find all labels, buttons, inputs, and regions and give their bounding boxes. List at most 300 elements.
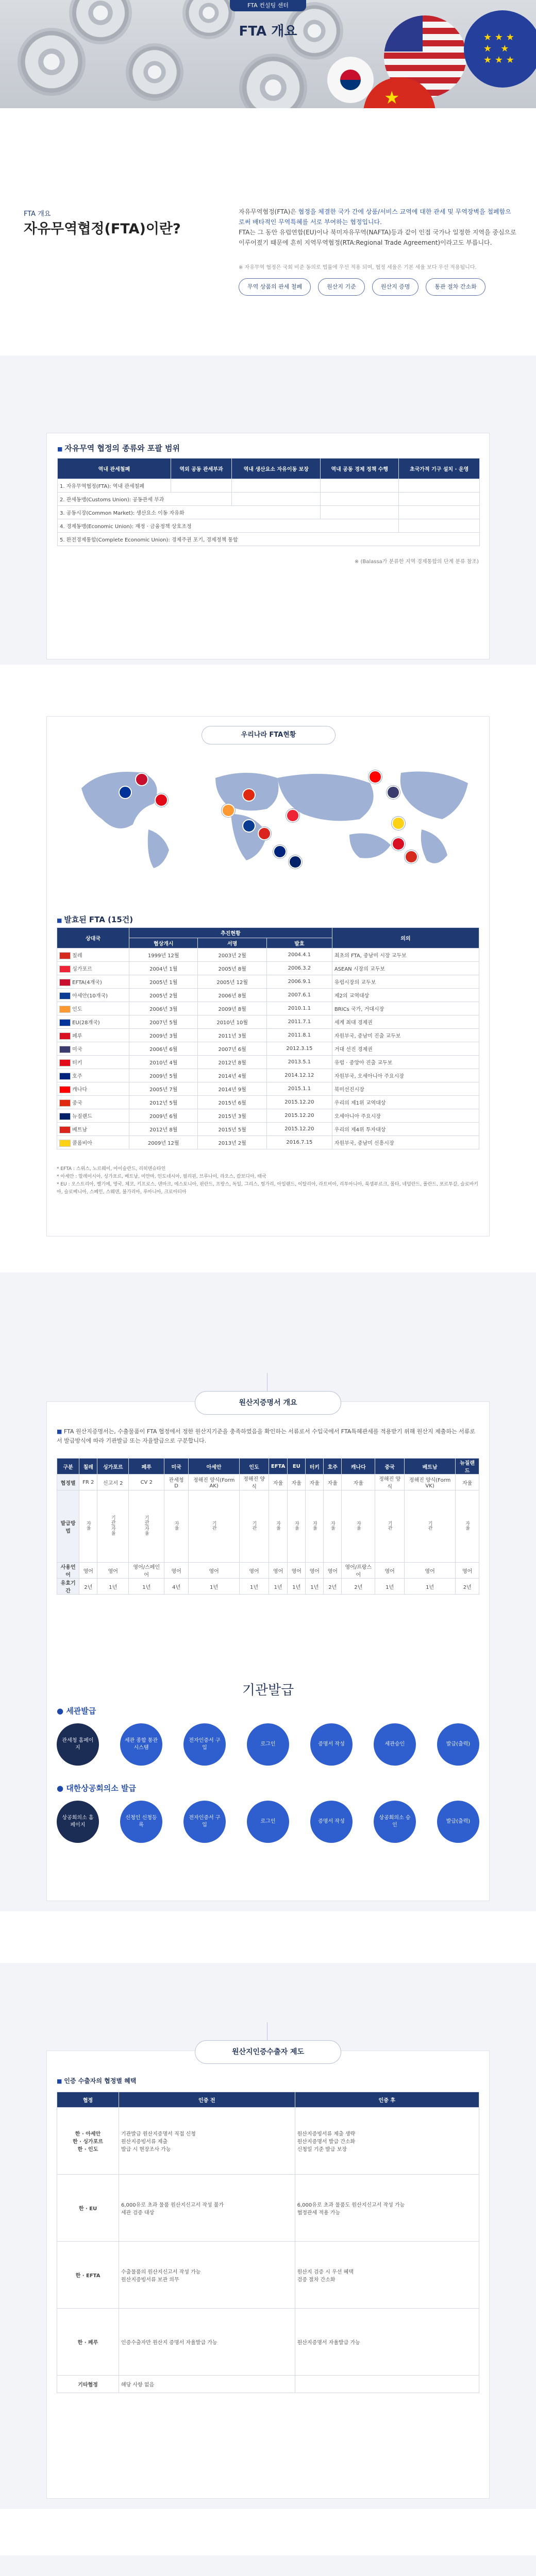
table-header: 중국 bbox=[375, 1459, 405, 1475]
footnote: * EU : 오스트리아, 벨기에, 영국, 체코, 키프로스, 덴마크, 에스토니아, 핀란드, 프랑스, 독일, 그리스, 헝가리, 아일랜드, 이탈리아, 라트비아, 리투아니아, 룩셈부르크, 몰타, 네덜란드, 폴란드, 포르투갈, 슬로바키아, 슬로베니아, 스페인, 스웨덴, 불가리아, 루마니아, 크로아티아 bbox=[57, 1182, 478, 1195]
table-cell: 1년 bbox=[240, 1579, 269, 1595]
table-header: 역내 관세철폐 bbox=[58, 459, 171, 479]
start-cell: 2006년 3월 bbox=[129, 1002, 198, 1015]
note-cell: 자원부국, 오세아니아 주요시장 bbox=[332, 1069, 479, 1082]
table-row: 5. 완전경제통합(Complete Economic Union): 경제주권 포기, 경제정책 통합 bbox=[58, 533, 480, 546]
table-row bbox=[57, 2242, 479, 2309]
sign-cell: 2015년 6월 bbox=[198, 1096, 266, 1109]
start-cell: 2006년 6월 bbox=[129, 1042, 198, 1056]
table-header: 발효 bbox=[266, 938, 332, 948]
customs-label: ● 세관발급 bbox=[57, 1706, 96, 1716]
sign-cell: 2014년 4월 bbox=[198, 1069, 266, 1082]
start-cell: 2005년 1월 bbox=[129, 975, 198, 989]
table-cell: CV 2 bbox=[129, 1475, 164, 1490]
country-name: 아세안(10개국) bbox=[71, 993, 108, 999]
country-flag-icon bbox=[59, 992, 71, 999]
start-cell: 2007년 5월 bbox=[129, 1015, 198, 1029]
country-cell bbox=[57, 1123, 129, 1136]
process-step: 관세청 홈페이지 bbox=[57, 1723, 99, 1766]
cell-text: 기관 bbox=[211, 1521, 216, 1530]
country-flag-icon bbox=[59, 979, 71, 986]
country-cell bbox=[57, 1109, 129, 1123]
table-cell: 영어/프랑스어 bbox=[342, 1563, 375, 1579]
cell-text: 자율 bbox=[311, 1521, 317, 1530]
vietnam-map-pin bbox=[258, 827, 271, 840]
gear-graphic bbox=[21, 31, 82, 93]
table-cell: 2년 bbox=[324, 1579, 342, 1595]
table-cell bbox=[456, 1490, 479, 1563]
table-row bbox=[57, 1029, 479, 1042]
table-row bbox=[57, 1042, 479, 1056]
sign-cell: 2003년 2월 bbox=[198, 948, 266, 962]
sign-cell: 2013년 2월 bbox=[198, 1136, 266, 1149]
country-name: 페루 bbox=[71, 1033, 82, 1039]
table-cell: 유효기간 bbox=[57, 1579, 79, 1595]
cell-text: 자율 bbox=[85, 1521, 91, 1530]
table-cell: 1년 bbox=[306, 1579, 324, 1595]
start-cell: 2005년 2월 bbox=[129, 989, 198, 1002]
start-cell: 2009년 5월 bbox=[129, 1069, 198, 1082]
sign-cell: 2006년 8월 bbox=[198, 989, 266, 1002]
start-cell: 2009년 3월 bbox=[129, 1029, 198, 1042]
exporter-heading: ■ 인증 수출자의 협정별 혜택 bbox=[57, 2076, 136, 2085]
table-cell: 자율 bbox=[306, 1475, 324, 1490]
table-cell: 자율 bbox=[269, 1475, 287, 1490]
table-header: 칠레 bbox=[79, 1459, 97, 1475]
table-cell: 2년 bbox=[456, 1579, 479, 1595]
table-cell: 영어 bbox=[404, 1563, 455, 1579]
note-cell: 세계 최대 경제권 bbox=[332, 1015, 479, 1029]
country-name: 미국 bbox=[71, 1046, 82, 1053]
table-cell bbox=[269, 1490, 287, 1563]
table-cell: 자율 bbox=[342, 1475, 375, 1490]
country-flag-icon bbox=[59, 1086, 71, 1093]
exporter-pill: 원산지인증수출자 제도 bbox=[195, 2040, 341, 2064]
note-cell: 유럽시장의 교두보 bbox=[332, 975, 479, 989]
page-title: FTA 개요 bbox=[239, 24, 297, 39]
effect-cell: 2015.12.20 bbox=[266, 1123, 332, 1136]
table-cell: 영어 bbox=[79, 1563, 97, 1579]
sign-cell: 2007년 6월 bbox=[198, 1042, 266, 1056]
effect-cell: 2015.12.20 bbox=[266, 1109, 332, 1123]
country-cell bbox=[57, 962, 129, 975]
effect-cell: 2013.5.1 bbox=[266, 1056, 332, 1069]
country-cell bbox=[57, 1042, 129, 1056]
after-cell bbox=[295, 2376, 479, 2393]
table-cell: 협정별 bbox=[57, 1475, 79, 1490]
table-header: 추진현황 bbox=[129, 928, 332, 938]
section-band bbox=[0, 2555, 536, 2576]
country-cell bbox=[57, 1069, 129, 1082]
overview-text-highlight: 협정을 체결한 국가 간에 상품/서비스 교역에 대한 관세 및 무역장벽을 철폐함으로써 배타적인 무역특혜를 서로 부여하는 협정입니다. bbox=[239, 208, 511, 226]
table-cell: 영어 bbox=[324, 1563, 342, 1579]
table-row bbox=[57, 1069, 479, 1082]
table-header: 역내 생산요소 자유이동 보장 bbox=[232, 459, 321, 479]
table-header: 인도 bbox=[240, 1459, 269, 1475]
table-header: 페루 bbox=[129, 1459, 164, 1475]
table-cell: 정해진 양식 bbox=[240, 1475, 269, 1490]
coo-text-body: FTA 원산지증명서는, 수출물품이 FTA 협정에서 정한 원산지기준을 충족하였음을 확인하는 서류로서 수입국에서 FTA특혜관세를 적용받기 위해 원산지 제출하는 서류로서 발급방식에 따라 기관발급 또는 자율발급으로 구분합니다. bbox=[57, 1428, 475, 1444]
before-cell: 해당 사항 없음 bbox=[119, 2376, 295, 2393]
section-badge: FTA 컨설팅 센터 bbox=[230, 0, 306, 11]
table-row: 2. 관세동맹(Customs Union): 공동관세 부과 bbox=[58, 493, 232, 506]
country-name: 베트남 bbox=[71, 1127, 88, 1133]
table-cell bbox=[164, 1490, 189, 1563]
cell-text: 자율 bbox=[355, 1521, 361, 1530]
note-cell: 북미선진시장 bbox=[332, 1082, 479, 1096]
sign-cell: 2012년 8월 bbox=[198, 1056, 266, 1069]
fta-footnotes bbox=[57, 1165, 479, 1196]
table-cell: 영어 bbox=[269, 1563, 287, 1579]
newzealand-map-pin bbox=[289, 855, 302, 869]
table-cell: 1년 bbox=[288, 1579, 306, 1595]
country-cell bbox=[57, 1029, 129, 1042]
colombia-map-pin bbox=[392, 817, 405, 830]
effect-cell: 2015.1.1 bbox=[266, 1082, 332, 1096]
effect-cell: 2011.7.1 bbox=[266, 1015, 332, 1029]
hero-banner bbox=[0, 0, 536, 108]
pill-origin: 원산지 기준 bbox=[318, 278, 365, 296]
table-cell: 정해진 양식(Form VK) bbox=[404, 1475, 455, 1490]
table-row bbox=[57, 1002, 479, 1015]
table-cell: 영어 bbox=[240, 1563, 269, 1579]
start-cell: 2009년 6월 bbox=[129, 1109, 198, 1123]
chamber-label-text: 대한상공회의소 발급 bbox=[66, 1784, 136, 1793]
after-cell: 원산지증명서 자율발급 가능 bbox=[295, 2309, 479, 2376]
chamber-steps bbox=[57, 1801, 479, 1843]
table-row bbox=[57, 962, 479, 975]
cell-text: 자율 bbox=[464, 1521, 470, 1530]
table-row bbox=[57, 1056, 479, 1069]
country-cell bbox=[57, 1096, 129, 1109]
table-cell: 영어/스페인어 bbox=[129, 1563, 164, 1579]
agreement-cell: 한 · EU bbox=[57, 2175, 119, 2242]
process-step: 전자인증서 구입 bbox=[183, 1801, 226, 1843]
table-header: 협상개시 bbox=[129, 938, 198, 948]
integration-source: ※ (Balassa가 분류한 지역 경제통합의 단계 분류 참조) bbox=[354, 559, 479, 565]
table-cell bbox=[375, 1490, 405, 1563]
country-name: 터키 bbox=[71, 1060, 82, 1066]
exporter-table bbox=[57, 2092, 479, 2393]
effect-cell: 2014.12.12 bbox=[266, 1069, 332, 1082]
table-cell: 관세청 D bbox=[164, 1475, 189, 1490]
country-flag-icon bbox=[59, 965, 71, 973]
effect-cell: 2006.9.1 bbox=[266, 975, 332, 989]
table-row bbox=[57, 1015, 479, 1029]
table-cell: 1년 bbox=[269, 1579, 287, 1595]
country-name: 싱가포르 bbox=[71, 966, 92, 972]
country-cell bbox=[57, 1002, 129, 1015]
table-cell bbox=[240, 1490, 269, 1563]
table-cell bbox=[129, 1490, 164, 1563]
table-cell bbox=[97, 1490, 129, 1563]
cell-text: 자율 bbox=[275, 1521, 281, 1530]
process-step: 세관 종합 통관 시스템 bbox=[120, 1723, 162, 1766]
china-map-pin bbox=[242, 788, 256, 802]
note-cell: BRICs 국가, 거대시장 bbox=[332, 1002, 479, 1015]
before-cell: 6,000유로 초과 물품 원산지신고서 작성 불가 세관 검증 대상 bbox=[119, 2175, 295, 2242]
integration-box bbox=[46, 433, 490, 659]
country-flag-icon bbox=[59, 1073, 71, 1080]
customs-steps bbox=[57, 1723, 479, 1766]
table-cell: 영어 bbox=[164, 1563, 189, 1579]
note-cell: 유럽 · 중앙아 진출 교두보 bbox=[332, 1056, 479, 1069]
process-step: 증명서 작성 bbox=[310, 1723, 353, 1766]
table-cell bbox=[288, 1490, 306, 1563]
note-cell: 우리의 제4위 투자대상 bbox=[332, 1123, 479, 1136]
peru-map-pin bbox=[392, 837, 405, 851]
table-row bbox=[57, 2376, 479, 2393]
table-cell: 영어 bbox=[188, 1563, 239, 1579]
table-header: 구분 bbox=[57, 1459, 79, 1475]
start-cell: 2005년 7월 bbox=[129, 1082, 198, 1096]
table-cell: 4년 bbox=[164, 1579, 189, 1595]
process-step: 상공회의소 홈페이지 bbox=[57, 1801, 99, 1843]
overview-note: ※ 자유무역 협정은 국회 비준 동의로 법률에 우선 적용 되며, 협정 세율은 기본 세율 보다 우선 적용됩니다. bbox=[239, 265, 477, 270]
table-row: 3. 공동시장(Common Market): 생산요소 이동 자유화 bbox=[58, 506, 321, 519]
table-header: EFTA bbox=[269, 1459, 287, 1475]
country-cell bbox=[57, 975, 129, 989]
sign-cell: 2005년 8월 bbox=[198, 962, 266, 975]
country-flag-icon bbox=[59, 1099, 71, 1107]
table-cell: 신고서 2 bbox=[97, 1475, 129, 1490]
note-cell: ASEAN 시장의 교두보 bbox=[332, 962, 479, 975]
table-row bbox=[57, 948, 479, 962]
start-cell: 1999년 12월 bbox=[129, 948, 198, 962]
coo-table bbox=[57, 1458, 479, 1595]
note-cell: 우리의 제1위 교역대상 bbox=[332, 1096, 479, 1109]
start-cell: 2010년 4월 bbox=[129, 1056, 198, 1069]
start-cell: 2012년 5월 bbox=[129, 1096, 198, 1109]
country-flag-icon bbox=[59, 1059, 71, 1066]
country-name: 뉴질랜드 bbox=[71, 1113, 92, 1120]
table-row bbox=[57, 2309, 479, 2376]
agreement-cell: 한 · 페루 bbox=[57, 2309, 119, 2376]
gear-graphic bbox=[129, 46, 180, 98]
effect-cell: 2015.12.20 bbox=[266, 1096, 332, 1109]
efta-map-pin bbox=[135, 773, 148, 786]
table-header: 인증 후 bbox=[295, 2092, 479, 2108]
gear-graphic bbox=[242, 57, 304, 108]
table-header: 베트남 bbox=[404, 1459, 455, 1475]
sign-cell: 2014년 9월 bbox=[198, 1082, 266, 1096]
note-cell: 자원부국, 중남미 신흥시장 bbox=[332, 1136, 479, 1149]
table-row bbox=[57, 1123, 479, 1136]
table-cell bbox=[404, 1490, 455, 1563]
cell-text: 자율 bbox=[293, 1521, 299, 1530]
overview-text-2: FTA는 그 동안 유럽연합(EU)이나 북미자유무역(NAFTA)등과 같이 인접 국가나 일정한 지역을 중심으로 이루어졌기 때문에 흔히 지역무역협정(RTA:Regional Trade Agreement)이라고도 부릅니다. bbox=[239, 229, 516, 246]
process-step: 발급(출력) bbox=[437, 1723, 479, 1766]
india-map-pin bbox=[222, 804, 235, 817]
table-cell bbox=[324, 1490, 342, 1563]
table-header: 싱가포르 bbox=[97, 1459, 129, 1475]
table-row: 4. 경제동맹(Economic Union): 재정 · 금융정책 상호조정 bbox=[58, 519, 399, 533]
after-cell: 원산지 검증 시 우선 혜택 검증 절차 간소화 bbox=[295, 2242, 479, 2309]
table-header: 캐나다 bbox=[342, 1459, 375, 1475]
overview-pills bbox=[239, 278, 485, 296]
table-cell: 1년 bbox=[375, 1579, 405, 1595]
fta-table bbox=[57, 927, 479, 1149]
effect-cell: 2011.8.1 bbox=[266, 1029, 332, 1042]
overview-title: 자유무역협정(FTA)이란? bbox=[24, 221, 181, 237]
table-cell: 사용언어 bbox=[57, 1563, 79, 1579]
canada-map-pin bbox=[368, 770, 382, 784]
process-step: 상공회의소 승인 bbox=[374, 1801, 416, 1843]
country-flag-icon bbox=[59, 1113, 71, 1120]
country-cell bbox=[57, 1015, 129, 1029]
note-cell: 제2의 교역대상 bbox=[332, 989, 479, 1002]
table-row: 1. 자유무역협정(FTA): 역내 관세철폐 bbox=[58, 479, 171, 493]
asean-map-pin bbox=[242, 819, 256, 833]
country-flag-icon bbox=[59, 1019, 71, 1026]
country-cell bbox=[57, 948, 129, 962]
process-step: 증명서 작성 bbox=[310, 1801, 353, 1843]
table-header: 인증 전 bbox=[119, 2092, 295, 2108]
table-header: 호주 bbox=[324, 1459, 342, 1475]
table-cell: 1년 bbox=[404, 1579, 455, 1595]
table-cell bbox=[342, 1490, 375, 1563]
country-cell bbox=[57, 1082, 129, 1096]
table-cell: 1년 bbox=[97, 1579, 129, 1595]
country-flag-icon bbox=[59, 1046, 71, 1053]
agreement-cell: 한 · EFTA bbox=[57, 2242, 119, 2309]
note-cell: 자원부국, 중남미 진출 교두보 bbox=[332, 1029, 479, 1042]
table-cell: 1년 bbox=[188, 1579, 239, 1595]
effect-cell: 2010.1.1 bbox=[266, 1002, 332, 1015]
table-cell: 정해진 양식(Form AK) bbox=[188, 1475, 239, 1490]
effect-cell: 2004.4.1 bbox=[266, 948, 332, 962]
country-name: 콜롬비아 bbox=[71, 1140, 92, 1146]
footnote: * 아세안 : 말레이시아, 싱가포르, 베트남, 미얀마, 인도네시아, 필리핀, 브루나이, 라오스, 캄보디아, 태국 bbox=[57, 1174, 266, 1179]
process-step: 신청인 신청등록 bbox=[120, 1801, 162, 1843]
country-flag-icon bbox=[59, 1032, 71, 1040]
australia-map-pin bbox=[273, 845, 287, 858]
eu-map-pin bbox=[119, 786, 132, 799]
table-header: 역외 공동 관세부과 bbox=[171, 459, 232, 479]
after-cell: 원산지증빙서류 제출 생략 원산지증명서 발급 간소화 신청일 기준 발급 보장 bbox=[295, 2108, 479, 2175]
korea-fta-pill: 우리나라 FTA현황 bbox=[202, 726, 336, 744]
country-cell bbox=[57, 989, 129, 1002]
customs-label-text: 세관발급 bbox=[66, 1706, 96, 1716]
cell-text: 기관 bbox=[387, 1521, 392, 1530]
pill-customs: 통관 절차 간소화 bbox=[426, 278, 485, 296]
table-cell: 영어 bbox=[456, 1563, 479, 1579]
country-flag-icon bbox=[59, 952, 71, 959]
country-cell bbox=[57, 1056, 129, 1069]
before-cell: 수출물품의 원산지신고서 작성 가능 원산지증빙서류 보관 의무 bbox=[119, 2242, 295, 2309]
integration-table bbox=[57, 458, 480, 546]
cell-text: 자율 bbox=[173, 1521, 179, 1530]
after-cell: 6,000유로 초과 물품도 원산지신고서 작성 가능 협정관세 적용 가능 bbox=[295, 2175, 479, 2242]
table-cell: 2년 bbox=[79, 1579, 97, 1595]
coo-pill: 원산지증명서 개요 bbox=[195, 1391, 341, 1415]
process-step: 로그인 bbox=[247, 1801, 289, 1843]
table-cell: 정해진 양식 bbox=[375, 1475, 405, 1490]
korea-flag-gear bbox=[327, 57, 374, 103]
table-row bbox=[57, 1096, 479, 1109]
process-step: 세관승인 bbox=[374, 1723, 416, 1766]
pill-tariff: 무역 상품의 관세 철폐 bbox=[239, 278, 311, 296]
process-step: 전자인증서 구입 bbox=[183, 1723, 226, 1766]
table-row bbox=[57, 1082, 479, 1096]
table-cell: 자율 bbox=[456, 1475, 479, 1490]
country-name: EFTA(4개국) bbox=[71, 979, 102, 986]
sign-cell: 2010년 10월 bbox=[198, 1015, 266, 1029]
country-name: EU(28개국) bbox=[71, 1020, 100, 1026]
table-cell bbox=[306, 1490, 324, 1563]
agreement-cell: 기타협정 bbox=[57, 2376, 119, 2393]
cell-text: 기관 bbox=[251, 1521, 257, 1530]
table-cell: 발급방법 bbox=[57, 1490, 79, 1563]
start-cell: 2004년 1월 bbox=[129, 962, 198, 975]
country-flag-icon bbox=[59, 1140, 71, 1147]
cell-text: 기관/자율 bbox=[110, 1515, 115, 1536]
table-cell: 자율 bbox=[288, 1475, 306, 1490]
turkey-map-pin bbox=[155, 793, 168, 807]
table-header: 아세안 bbox=[188, 1459, 239, 1475]
table-cell: 영어 bbox=[97, 1563, 129, 1579]
country-name: 칠레 bbox=[71, 953, 82, 959]
footnote: * EFTA : 스위스, 노르웨이, 아이슬란드, 리히텐슈타인 bbox=[57, 1166, 166, 1172]
singapore-map-pin bbox=[286, 809, 299, 822]
table-header: EU bbox=[288, 1459, 306, 1475]
fta-table-body bbox=[57, 948, 479, 1149]
note-cell: 오세아니아 주요시장 bbox=[332, 1109, 479, 1123]
before-cell: 기관발급 원산지증명서 직접 신청 원산지증빙서류 제출 발급 시 현장조사 가능 bbox=[119, 2108, 295, 2175]
integration-heading: ■ 자유무역 협정의 종류와 포괄 범위 bbox=[57, 443, 180, 453]
effect-cell: 2007.6.1 bbox=[266, 989, 332, 1002]
sign-cell: 2011년 3월 bbox=[198, 1029, 266, 1042]
country-name: 인도 bbox=[71, 1006, 82, 1012]
effect-cell: 2016.7.15 bbox=[266, 1136, 332, 1149]
table-header: 미국 bbox=[164, 1459, 189, 1475]
country-flag-icon bbox=[59, 1006, 71, 1013]
agency-title: 기관발급 bbox=[242, 1683, 294, 1698]
sign-cell: 2009년 8월 bbox=[198, 1002, 266, 1015]
table-cell: FR 2 bbox=[79, 1475, 97, 1490]
country-name: 중국 bbox=[71, 1100, 82, 1106]
table-cell: 영어 bbox=[288, 1563, 306, 1579]
table-cell: 영어 bbox=[375, 1563, 405, 1579]
sign-cell: 2015년 3월 bbox=[198, 1109, 266, 1123]
effect-cell: 2006.3.2 bbox=[266, 962, 332, 975]
process-step: 로그인 bbox=[247, 1723, 289, 1766]
table-cell: 1년 bbox=[129, 1579, 164, 1595]
sign-cell: 2015년 5월 bbox=[198, 1123, 266, 1136]
table-header: 터키 bbox=[306, 1459, 324, 1475]
table-header: 역내 공동 경제 정책 수행 bbox=[321, 459, 399, 479]
table-header: 뉴질랜드 bbox=[456, 1459, 479, 1475]
note-cell: 최초의 FTA, 중남미 시장 교두보 bbox=[332, 948, 479, 962]
country-cell bbox=[57, 1136, 129, 1149]
overview-text bbox=[239, 207, 517, 248]
cell-text: 기관 bbox=[427, 1521, 432, 1530]
table-header: 협정 bbox=[57, 2092, 119, 2108]
table-cell bbox=[188, 1490, 239, 1563]
country-name: 캐나다 bbox=[71, 1087, 88, 1093]
cell-text: 기관/자율 bbox=[143, 1515, 149, 1536]
note-cell: 거대 선진 경제권 bbox=[332, 1042, 479, 1056]
table-row bbox=[57, 1136, 479, 1149]
table-header: 상대국 bbox=[57, 928, 129, 948]
usa-map-pin bbox=[387, 786, 400, 799]
agreement-cell: 한 · 아세안 한 · 싱가포르 한 · 인도 bbox=[57, 2108, 119, 2175]
country-name: 호주 bbox=[71, 1073, 82, 1079]
table-cell: 자율 bbox=[324, 1475, 342, 1490]
start-cell: 2012년 8월 bbox=[129, 1123, 198, 1136]
table-cell: 2년 bbox=[342, 1579, 375, 1595]
table-row bbox=[57, 975, 479, 989]
